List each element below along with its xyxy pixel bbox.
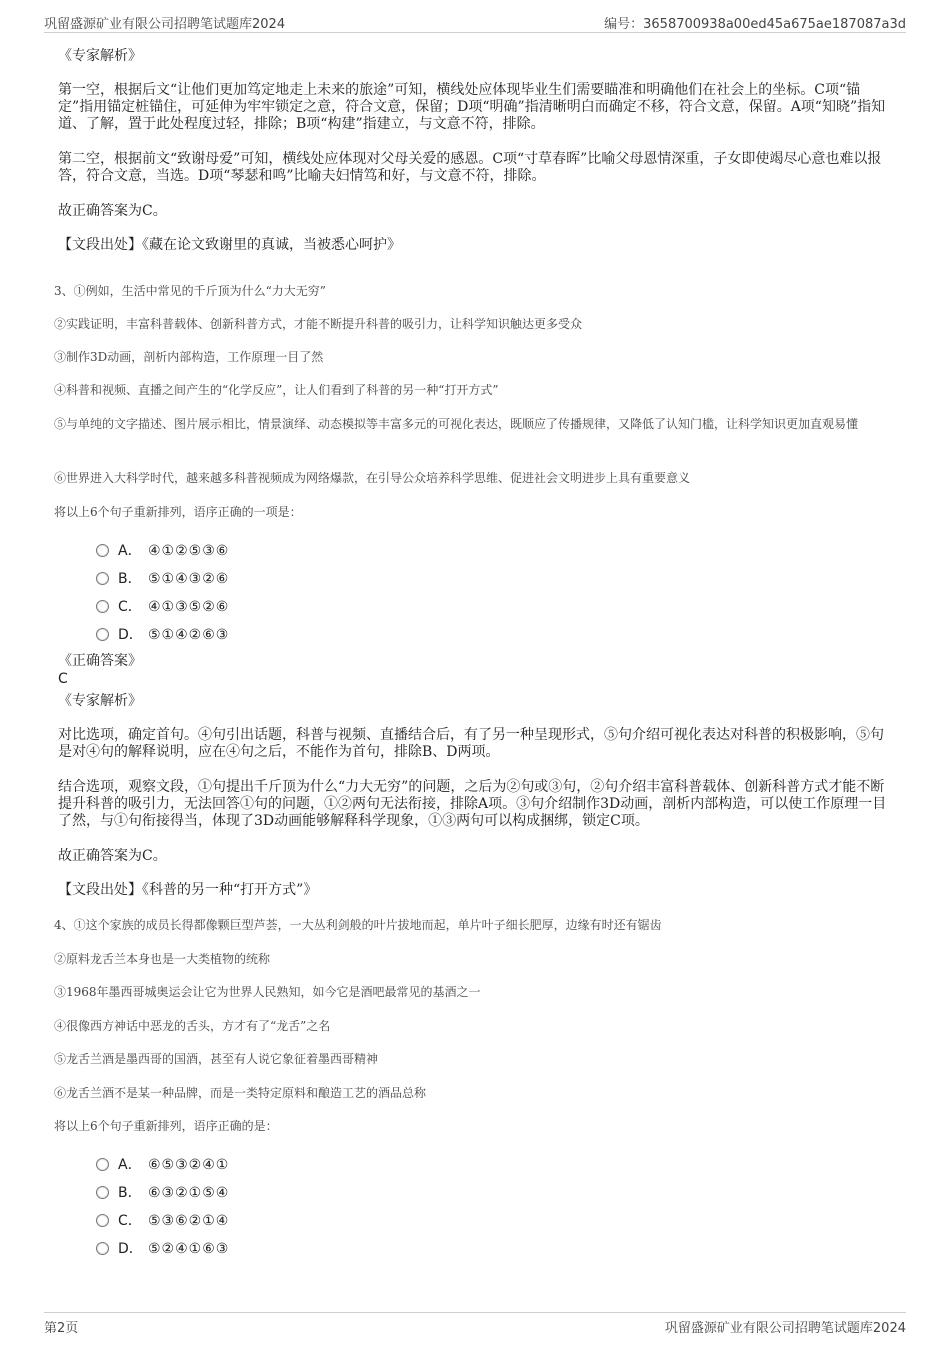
option-letter: C．	[118, 1213, 142, 1229]
q4-option-b[interactable]	[96, 1182, 229, 1200]
q3-sentence-6: ⑥世界进入大科学时代，越来越多科普视频成为网络爆款，在引导公众培养科学思维、促进社会文明进步上具有重要意义	[54, 471, 691, 485]
radio-button-icon[interactable]	[96, 1186, 109, 1199]
q3-conclusion: 故正确答案为C。	[58, 848, 167, 864]
q3-answer-label: 《正确答案》	[58, 653, 142, 669]
q2-analysis-p2: 第二空，根据前文“致谢母爱”可知，横线处应体现对父母关爱的感恩。C项“寸草春晖”比喻父母恩情深重，子女即使竭尽心意也难以报答，符合文意，当选。D项“琴瑟和鸣”比喻夫妇情笃和好，与文意不符，排除。	[58, 151, 882, 184]
q2-analysis-p1: 第一空，根据后文“让他们更加笃定地走上未来的旅途”可知，横线处应体现毕业生们需要瞄准和明确他们在社会上的坐标。C项“锚定”指用锚定桩锚住，可延伸为牢牢锁定之意，符合文意，保留；D项“明确”指清晰明白而确定不移，符合文意，保留。A项“知晓”指知道、了解，置于此处程度过轻，排除；B项“构建”指建立，与文意不符，排除。	[58, 82, 886, 132]
option-value: ④①②⑤③⑥	[148, 543, 230, 559]
option-value: ⑤③⑥②①④	[148, 1213, 230, 1229]
q4-sentence-6: ⑥龙舌兰酒不是某一种品牌，而是一类特定原料和酿造工艺的酒品总称	[54, 1086, 427, 1100]
option-letter: B．	[118, 571, 142, 587]
option-letter: B．	[118, 1185, 142, 1201]
q2-analysis-label: 《专家解析》	[58, 48, 142, 64]
page-footer	[44, 1312, 906, 1335]
q2-conclusion: 故正确答案为C。	[58, 203, 167, 219]
q4-sentence-1: 4、①这个家族的成员长得都像颗巨型芦荟，一大丛利剑般的叶片拔地而起，单片叶子细长肥厚，边缘有时还有锯齿	[54, 918, 662, 932]
q4-option-d[interactable]	[96, 1238, 229, 1256]
page-number: 第2页	[44, 1321, 79, 1336]
option-letter: A．	[118, 1157, 142, 1173]
q4-sentence-5: ⑤龙舌兰酒是墨西哥的国酒，甚至有人说它象征着墨西哥精神	[54, 1052, 379, 1066]
q3-source: 【文段出处】《科普的另一种“打开方式”》	[58, 882, 318, 898]
option-letter: D．	[118, 1241, 143, 1257]
q3-sentence-4: ④科普和视频、直播之间产生的“化学反应”，让人们看到了科普的另一种“打开方式”	[54, 383, 499, 397]
q4-sentence-4: ④很像西方神话中恶龙的舌头，方才有了“龙舌”之名	[54, 1019, 331, 1033]
option-value: ⑥③②①⑤④	[148, 1185, 230, 1201]
q3-sentence-3: ③制作3D动画，剖析内部构造，工作原理一目了然	[54, 350, 324, 364]
q3-option-b[interactable]	[96, 568, 229, 586]
radio-button-icon[interactable]	[96, 1158, 109, 1171]
option-value: ⑤②④①⑥③	[148, 1241, 230, 1257]
q4-option-c[interactable]	[96, 1210, 229, 1228]
radio-button-icon[interactable]	[96, 600, 109, 613]
q3-analysis-label: 《专家解析》	[58, 693, 142, 709]
q2-source: 【文段出处】《藏在论文致谢里的真诚，当被悉心呵护》	[58, 237, 401, 253]
q3-option-d[interactable]	[96, 624, 229, 642]
option-value: ⑤①④②⑥③	[148, 627, 230, 643]
option-letter: D．	[118, 627, 143, 643]
radio-button-icon[interactable]	[96, 572, 109, 585]
footer-title: 巩留盛源矿业有限公司招聘笔试题库2024	[664, 1321, 906, 1336]
header-title: 巩留盛源矿业有限公司招聘笔试题库2024	[44, 17, 286, 32]
page-header	[44, 10, 906, 33]
option-value: ④①③⑤②⑥	[148, 599, 230, 615]
q3-option-c[interactable]	[96, 596, 229, 614]
q4-sentence-2: ②原料龙舌兰本身也是一大类植物的统称	[54, 952, 271, 966]
q3-answer: C	[58, 671, 68, 687]
q4-prompt: 将以上6个句子重新排列，语序正确的是：	[54, 1119, 278, 1133]
q3-sentence-1: 3、①例如，生活中常见的千斤顶为什么“力大无穷”	[54, 284, 326, 298]
option-letter: C．	[118, 599, 142, 615]
q4-sentence-3: ③1968年墨西哥城奥运会让它为世界人民熟知，如今它是酒吧最常见的基酒之一	[54, 985, 481, 999]
q3-sentence-5: ⑤与单纯的文字描述、图片展示相比，情景演绎、动态模拟等丰富多元的可视化表达，既顺应了传播规律，又降低了认知门槛，让科学知识更加直观易懂	[54, 417, 859, 431]
q3-analysis-p1: 对比选项，确定首句。④句引出话题，科普与视频、直播结合后，有了另一种呈现形式，⑤句介绍可视化表达对科普的积极影响，⑤句是对④句的解释说明，应在④句之后，不能作为首句，排除B、D两项。	[58, 727, 884, 760]
radio-button-icon[interactable]	[96, 628, 109, 641]
header-serial: 编号：3658700938a00ed45a675ae187087a3d	[604, 17, 906, 32]
radio-button-icon[interactable]	[96, 1214, 109, 1227]
radio-button-icon[interactable]	[96, 1242, 109, 1255]
q3-sentence-2: ②实践证明，丰富科普载体、创新科普方式，才能不断提升科普的吸引力，让科学知识触达更多受众	[54, 317, 583, 331]
q3-option-a[interactable]	[96, 540, 229, 558]
option-value: ⑥⑤③②④①	[148, 1157, 230, 1173]
q3-prompt: 将以上6个句子重新排列，语序正确的一项是：	[54, 505, 302, 519]
q4-option-a[interactable]	[96, 1154, 229, 1172]
option-letter: A．	[118, 543, 142, 559]
option-value: ⑤①④③②⑥	[148, 571, 230, 587]
q3-analysis-p2: 结合选项，观察文段，①句提出千斤顶为什么“力大无穷”的问题，之后为②句或③句，②句介绍丰富科普载体、创新科普方式才能不断提升科普的吸引力，无法回答①句的问题，①②两句无法衔接，排除A项。③句介绍制作3D动画，剖析内部构造，可以使工作原理一目了然，与①句衔接得当，体现了3D动画能够解释科学现象，①③两句可以构成捆绑，锁定C项。	[58, 779, 887, 829]
radio-button-icon[interactable]	[96, 544, 109, 557]
